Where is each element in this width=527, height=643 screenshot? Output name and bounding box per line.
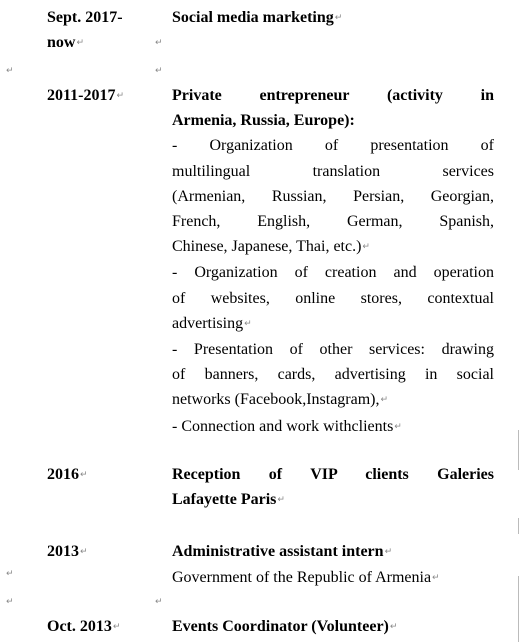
entry-detail: Government of the Republic of Armenia↵ — [172, 569, 440, 587]
entry-date — [47, 614, 157, 640]
entry-content — [172, 614, 494, 640]
bullet-line: advertising↵ — [172, 314, 252, 332]
entry-date — [47, 462, 157, 488]
bullet-line: multilingual translation services — [172, 162, 494, 180]
entry-content — [172, 83, 494, 440]
bullet-line: - Organization of creation and operation — [172, 264, 494, 282]
bullet-line: of banners, cards, advertising in social — [172, 366, 494, 384]
entry-date — [47, 539, 157, 565]
paragraph-mark: ↵ — [80, 470, 88, 480]
paragraph-mark: ↵ — [6, 66, 14, 76]
bullet-line: of websites, online stores, contextual — [172, 289, 494, 307]
paragraph-mark: ↵ — [244, 318, 252, 329]
entry-title-line: Private entrepreneur (activity in — [172, 87, 494, 104]
paragraph-mark: ↵ — [380, 395, 389, 406]
paragraph-mark: ↵ — [432, 573, 440, 584]
entry-content — [172, 5, 494, 31]
entry-title-line: Lafayette Paris↵ — [172, 491, 285, 509]
paragraph-mark: ↵ — [76, 38, 84, 48]
bullet-line: - Presentation of other services: drawing — [172, 341, 494, 359]
page-edge-line — [518, 518, 519, 534]
entry-date — [47, 5, 157, 56]
paragraph-mark: ↵ — [116, 91, 124, 101]
entry-date — [47, 83, 157, 109]
entry-title: Administrative assistant intern↵ — [172, 543, 393, 560]
paragraph-mark: ↵ — [155, 597, 163, 607]
bullet-line: - Connection and work withclients↵ — [172, 417, 402, 435]
bullet-line: - Organization of presentation of — [172, 137, 494, 155]
paragraph-mark: ↵ — [389, 622, 398, 632]
paragraph-mark: ↵ — [362, 242, 370, 253]
page-edge-line — [518, 576, 519, 642]
bullet-line: networks (Facebook,Instagram),↵ — [172, 391, 389, 409]
paragraph-mark: ↵ — [394, 421, 402, 432]
page-edge-line — [518, 430, 519, 470]
date-line: 2013↵ — [47, 543, 88, 560]
bullet-line: French, English, German, Spanish, — [172, 213, 494, 231]
entry-title: Social media marketing↵ — [172, 9, 343, 26]
date-line: Sept. 2017- — [47, 9, 123, 26]
entry-content — [172, 539, 494, 591]
bullet-line: Chinese, Japanese, Thai, etc.)↵ — [172, 238, 370, 256]
entry-title-line: Armenia, Russia, Europe): — [172, 112, 355, 130]
paragraph-mark: ↵ — [6, 569, 14, 579]
paragraph-mark: ↵ — [80, 547, 88, 557]
date-line: now↵ — [47, 34, 84, 51]
paragraph-mark: ↵ — [334, 13, 343, 23]
entry-content — [172, 462, 494, 513]
paragraph-mark: ↵ — [112, 622, 121, 632]
date-line: 2011-2017↵ — [47, 87, 124, 104]
bullet-line: (Armenian, Russian, Persian, Georgian, — [172, 187, 494, 205]
paragraph-mark: ↵ — [155, 38, 163, 48]
paragraph-mark: ↵ — [384, 547, 393, 557]
date-line: 2016↵ — [47, 466, 88, 483]
entry-title-line: Reception of VIP clients Galeries — [172, 466, 494, 483]
date-line: Oct. 2013↵ — [47, 618, 121, 635]
entry-title: Events Coordinator (Volunteer)↵ — [172, 618, 398, 635]
paragraph-mark: ↵ — [6, 597, 14, 607]
paragraph-mark: ↵ — [155, 66, 163, 76]
paragraph-mark: ↵ — [277, 495, 285, 506]
